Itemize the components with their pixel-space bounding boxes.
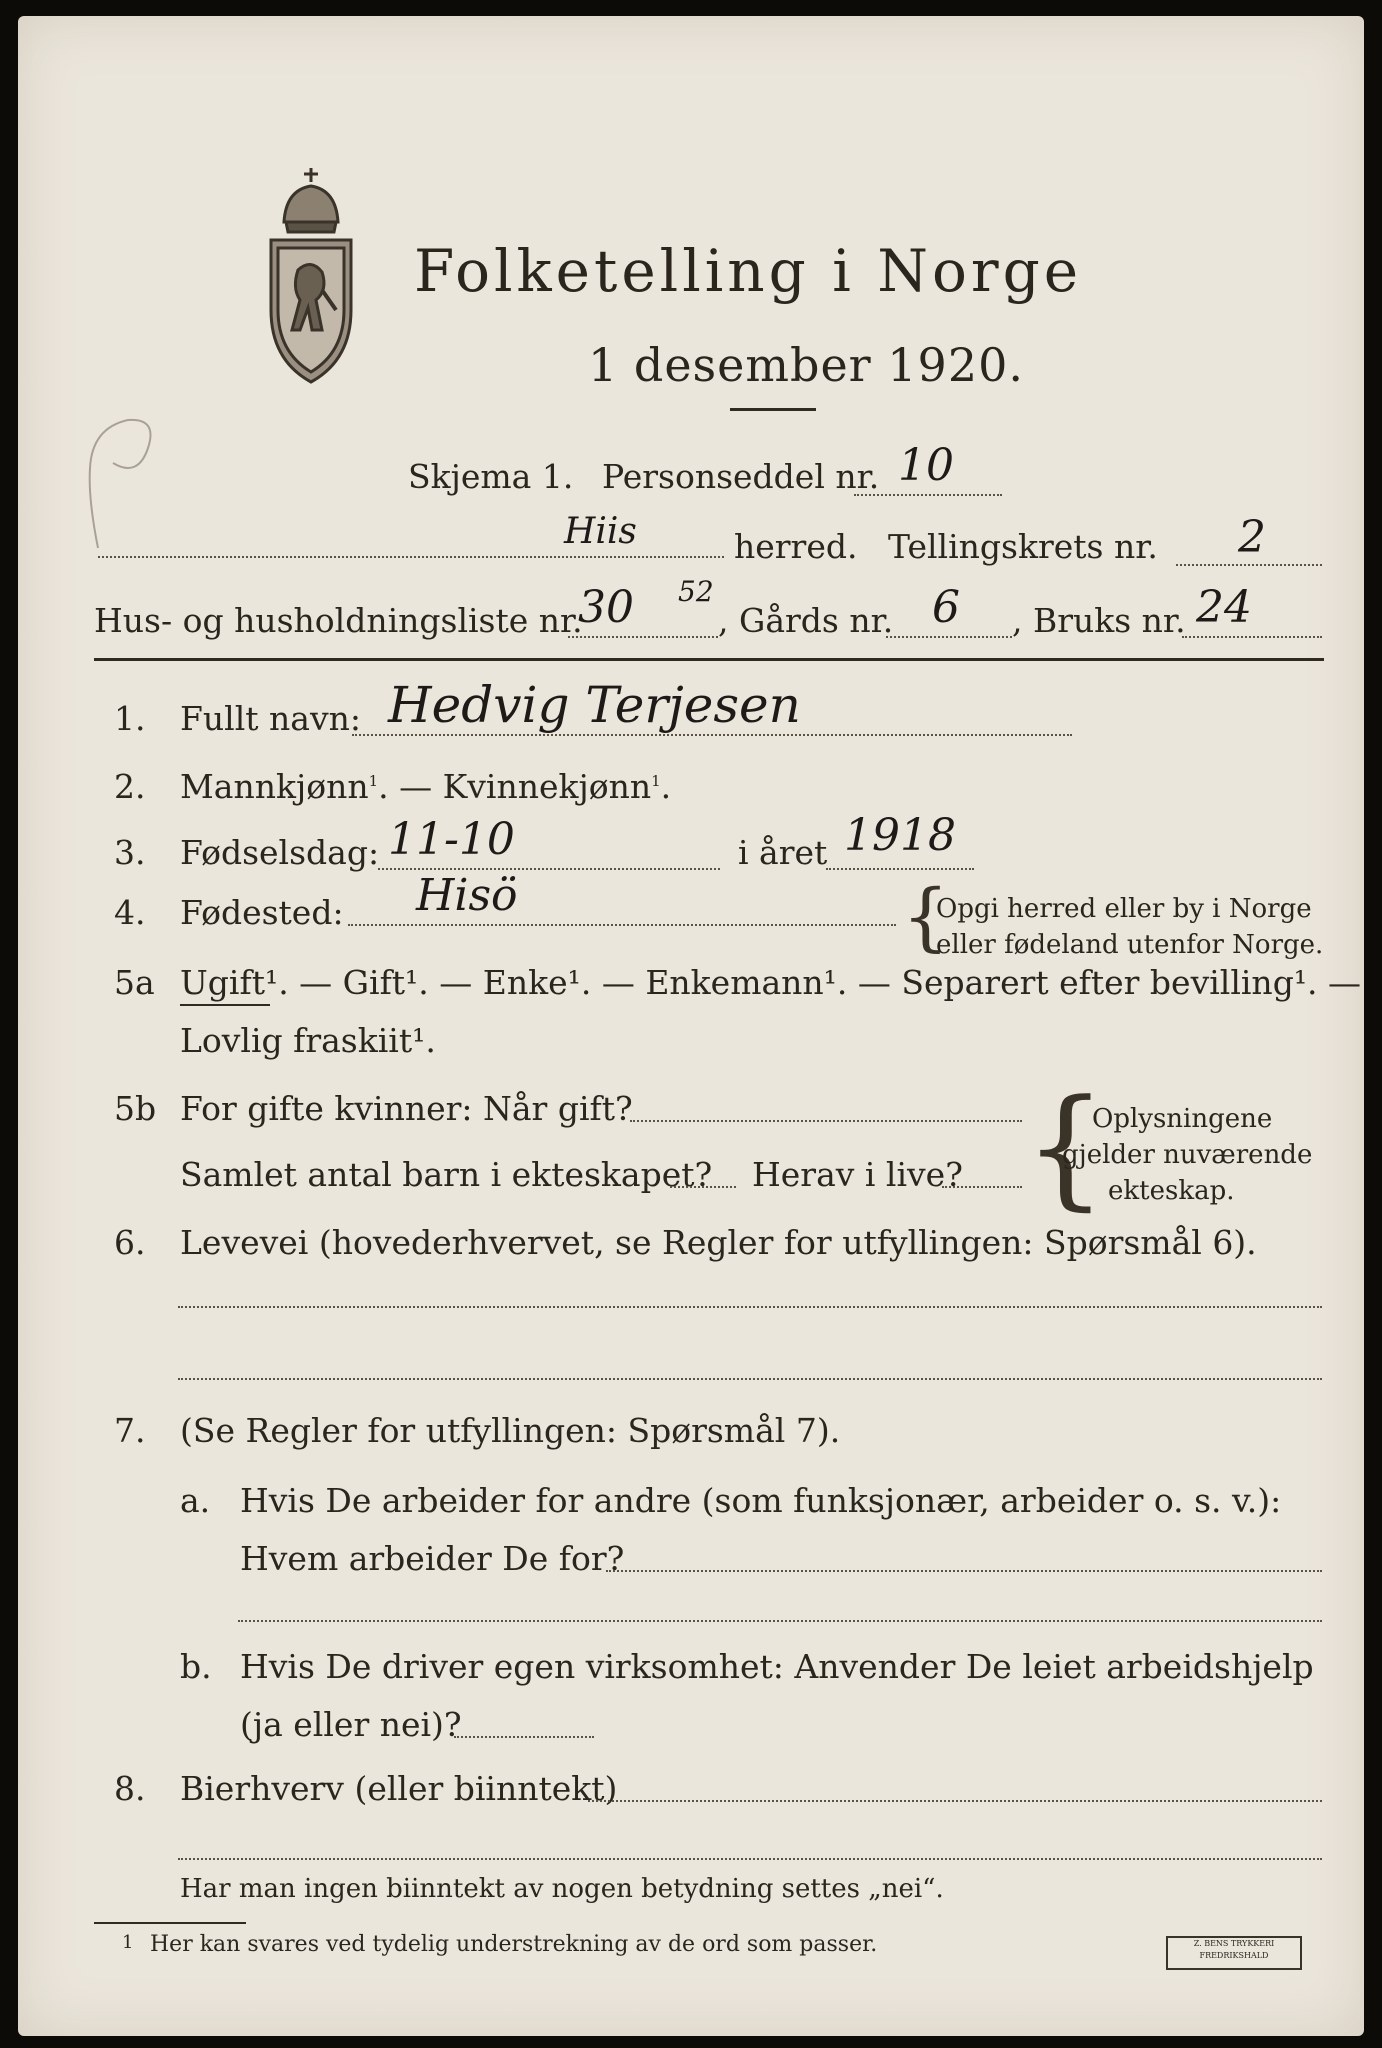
q5b-label-2: Samlet antal barn i ekteskapet? — [180, 1155, 713, 1194]
husholdningsliste-value-extra: 52 — [678, 575, 714, 608]
q7a-line-2: Hvem arbeider De for? — [240, 1539, 625, 1578]
q1-number: 1. — [114, 699, 146, 738]
footnote-text: Her kan svares ved tydelig understrekning av de ord som passer. — [150, 1932, 878, 1957]
husholdningsliste-line — [568, 636, 718, 638]
q3-birth-year: 1918 — [844, 810, 956, 861]
q7a-line-1: Hvis De arbeider for andre (som funksjonær, arbeider o. s. v.): — [240, 1481, 1282, 1520]
q5b-line-3 — [942, 1186, 1022, 1188]
q3-year-label: i året — [738, 833, 828, 872]
q3-number: 3. — [114, 833, 146, 872]
q8-label: Bierhverv (eller biinntekt) — [180, 1769, 618, 1808]
q5b-label-1: For gifte kvinner: Når gift? — [180, 1089, 633, 1128]
q6-label: Levevei (hovederhvervet, se Regler for utfyllingen: Spørsmål 6). — [180, 1223, 1257, 1262]
tellingskrets-value: 2 — [1238, 512, 1266, 563]
q7b-line-2: (ja eller nei)? — [240, 1705, 462, 1744]
schema-label: Skjema 1. — [408, 457, 574, 496]
q1-label: Fullt navn: — [180, 699, 361, 738]
herred-label: herred. — [734, 527, 858, 566]
personseddel-label: Personseddel nr. — [602, 457, 880, 496]
personseddel-value: 10 — [898, 440, 954, 491]
q4-brace: { — [902, 874, 950, 960]
husholdningsliste-label: Hus- og husholdningsliste nr. — [94, 601, 583, 640]
q4-line — [348, 924, 896, 926]
bruks-label: , Bruks nr. — [1012, 601, 1186, 640]
bruks-line — [1182, 636, 1322, 638]
q4-label: Fødested: — [180, 893, 344, 932]
q8-line — [588, 1800, 1322, 1802]
q4-number: 4. — [114, 893, 146, 932]
printer-stamp — [1166, 1936, 1302, 1970]
q5b-note-3: ekteskap. — [1108, 1176, 1235, 1206]
printer-stamp-line-1: Z. BENS TRYKKERI — [1193, 1939, 1275, 1948]
q8-note: Har man ingen biinntekt av nogen betydning settes „nei“. — [180, 1874, 944, 1904]
q7a-letter: a. — [180, 1481, 211, 1520]
q7b-line-1: Hvis De driver egen virksomhet: Anvender De leiet arbeidshjelp — [240, 1647, 1314, 1686]
q3-label: Fødselsdag: — [180, 833, 380, 872]
census-form-page — [18, 16, 1364, 2036]
q1-line — [352, 734, 1072, 736]
footnote-mark: 1 — [122, 1932, 134, 1953]
q8-number: 8. — [114, 1769, 146, 1808]
form-title: Folketelling i Norge — [414, 237, 1083, 305]
tellingskrets-line — [1176, 564, 1322, 566]
gards-label: , Gårds nr. — [718, 601, 894, 640]
husholdningsliste-value: 30 — [578, 582, 634, 633]
gards-line — [886, 636, 1012, 638]
q3-birth-day: 11-10 — [388, 814, 515, 865]
q5b-note-1: Oplysningene — [1092, 1104, 1273, 1134]
pencil-mark — [78, 408, 168, 558]
tellingskrets-label: Tellingskrets nr. — [888, 527, 1158, 566]
header-rule — [94, 658, 1324, 661]
q2-kvinnekjonn: Kvinnekjønn — [442, 767, 652, 806]
q6-line-1 — [178, 1306, 1322, 1308]
q4-birthplace: Hisö — [416, 870, 518, 921]
q5a-line-1: Ugift¹. — Gift¹. — Enke¹. — Enkemann¹. — Separert efter bevilling¹. — — [180, 963, 1362, 1002]
q7b-line — [454, 1736, 594, 1738]
q5a-number: 5a — [114, 963, 155, 1002]
q5b-number: 5b — [114, 1089, 157, 1128]
footnote-rule — [94, 1922, 246, 1924]
q8-line-extra — [178, 1858, 1322, 1860]
q7-label: (Se Regler for utfyllingen: Spørsmål 7). — [180, 1411, 841, 1450]
q2-separator: . — — [378, 767, 433, 806]
herred-value: Hiis — [564, 511, 637, 552]
q5b-note-2: gjelder nuværende — [1062, 1140, 1313, 1170]
q7a-line-extra — [238, 1620, 1322, 1622]
q4-note-1: Opgi herred eller by i Norge — [936, 894, 1312, 924]
q5b-line-2 — [670, 1186, 736, 1188]
q4-note-2: eller fødeland utenfor Norge. — [936, 930, 1324, 960]
q5b-brace: { — [1024, 1071, 1107, 1223]
q3-year-line — [826, 868, 974, 870]
title-divider — [730, 408, 816, 411]
printer-stamp-line-2: FREDRIKSHALD — [1199, 1951, 1269, 1960]
q2-line: Mannkjønn$^1$. — Kvinnekjønn$^1$. — [180, 767, 672, 806]
q5a-ugift-underline — [180, 1004, 270, 1006]
q2-number: 2. — [114, 767, 146, 806]
q2-mannkjonn: Mannkjønn — [180, 767, 369, 806]
q5a-line-2: Lovlig fraskiit¹. — [180, 1021, 436, 1060]
q6-number: 6. — [114, 1223, 146, 1262]
q5b-line-1 — [630, 1120, 1022, 1122]
q5b-label-3: Herav i live? — [752, 1155, 963, 1194]
q1-full-name: Hedvig Terjesen — [388, 676, 801, 734]
bruks-value: 24 — [1196, 582, 1252, 633]
personseddel-line — [854, 494, 1002, 496]
coat-of-arms-icon — [256, 160, 366, 390]
gards-value: 6 — [932, 582, 960, 633]
q6-line-2 — [178, 1378, 1322, 1380]
q7-number: 7. — [114, 1411, 146, 1450]
q7a-line — [606, 1570, 1322, 1572]
q7b-letter: b. — [180, 1647, 212, 1686]
herred-line — [98, 556, 724, 558]
form-date: 1 desember 1920. — [588, 338, 1024, 392]
